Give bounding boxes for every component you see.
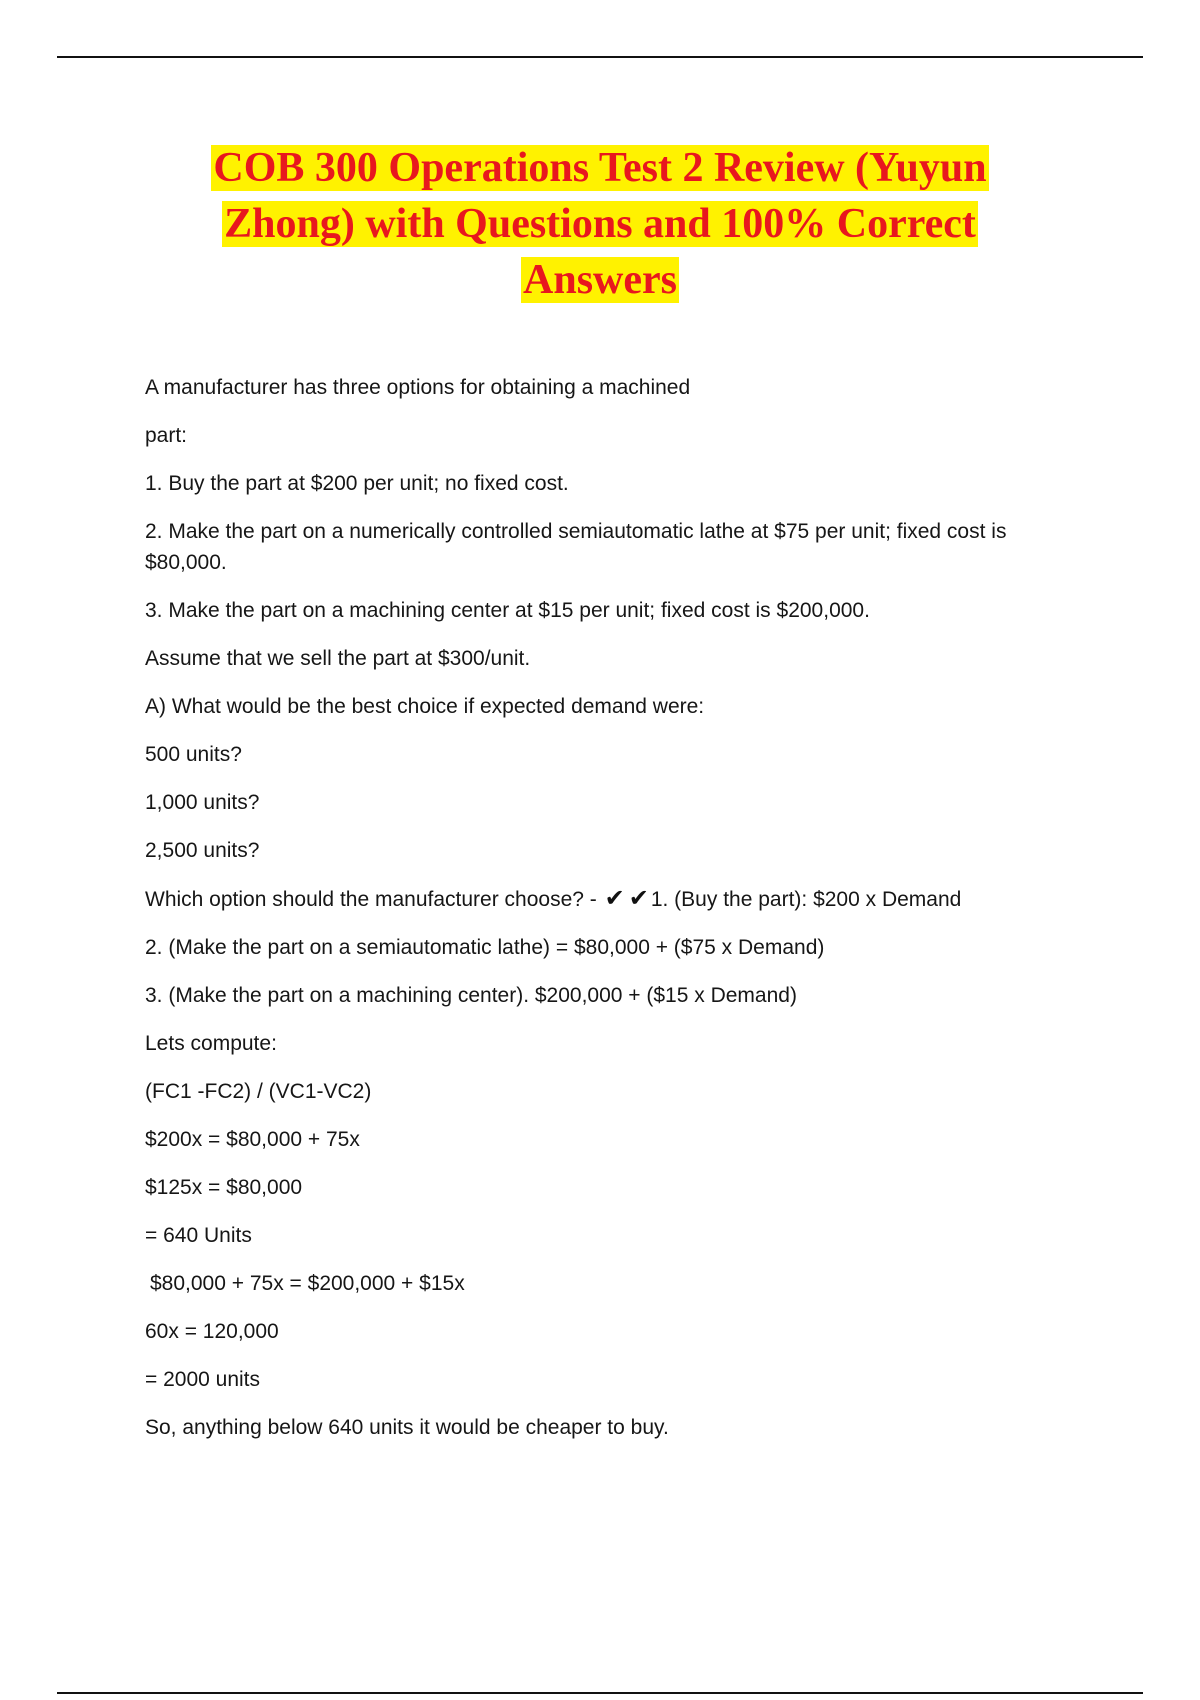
question-a: A) What would be the best choice if expected demand were: — [145, 695, 705, 718]
bottom-rule — [57, 1692, 1143, 1694]
paragraph-intro-cont: part: — [145, 424, 188, 447]
assumption: Assume that we sell the part at $300/unit. — [145, 647, 531, 670]
equation-4: 60x = 120,000 — [145, 1320, 279, 1343]
top-rule — [57, 56, 1143, 58]
equation-1: $200x = $80,000 + 75x — [145, 1128, 360, 1151]
conclusion: So, anything below 640 units it would be cheaper to buy. — [145, 1416, 669, 1439]
document-body — [145, 372, 1085, 1460]
paragraph-intro: A manufacturer has three options for obtaining a machined — [145, 376, 691, 399]
answer-text: 1. (Buy the part): $200 x Demand — [650, 888, 962, 911]
answer-option-3: 3. (Make the part on a machining center). $200,000 + ($15 x Demand) — [145, 984, 797, 1007]
option-2: 2. Make the part on a numerically controlled semiautomatic lathe at $75 per unit; fixed cost is $80,000. — [145, 520, 1007, 574]
equation-2: $125x = $80,000 — [145, 1176, 303, 1199]
option-3: 3. Make the part on a machining center at $15 per unit; fixed cost is $200,000. — [145, 599, 870, 622]
compute-heading: Lets compute: — [145, 1032, 277, 1055]
demand-1000: 1,000 units? — [145, 791, 260, 814]
check-icon: ✔ — [628, 884, 649, 912]
demand-2500: 2,500 units? — [145, 839, 260, 862]
answer-option-2: 2. (Make the part on a semiautomatic lathe) = $80,000 + ($75 x Demand) — [145, 936, 825, 959]
option-1: 1. Buy the part at $200 per unit; no fixed cost. — [145, 472, 569, 495]
result-1: = 640 Units — [145, 1224, 252, 1247]
document-title-text: COB 300 Operations Test 2 Review (Yuyun Zhong) with Questions and 100% Correct Answers — [213, 145, 987, 303]
question-text: Which option should the manufacturer choose? - — [145, 888, 597, 911]
equation-3: $80,000 + 75x = $200,000 + $15x — [150, 1272, 465, 1295]
result-2: = 2000 units — [145, 1368, 261, 1391]
formula: (FC1 -FC2) / (VC1-VC2) — [145, 1080, 372, 1103]
question-answer-line — [145, 883, 1085, 915]
demand-500: 500 units? — [145, 743, 242, 766]
check-icon: ✔ — [604, 884, 625, 912]
document-title — [150, 140, 1050, 308]
